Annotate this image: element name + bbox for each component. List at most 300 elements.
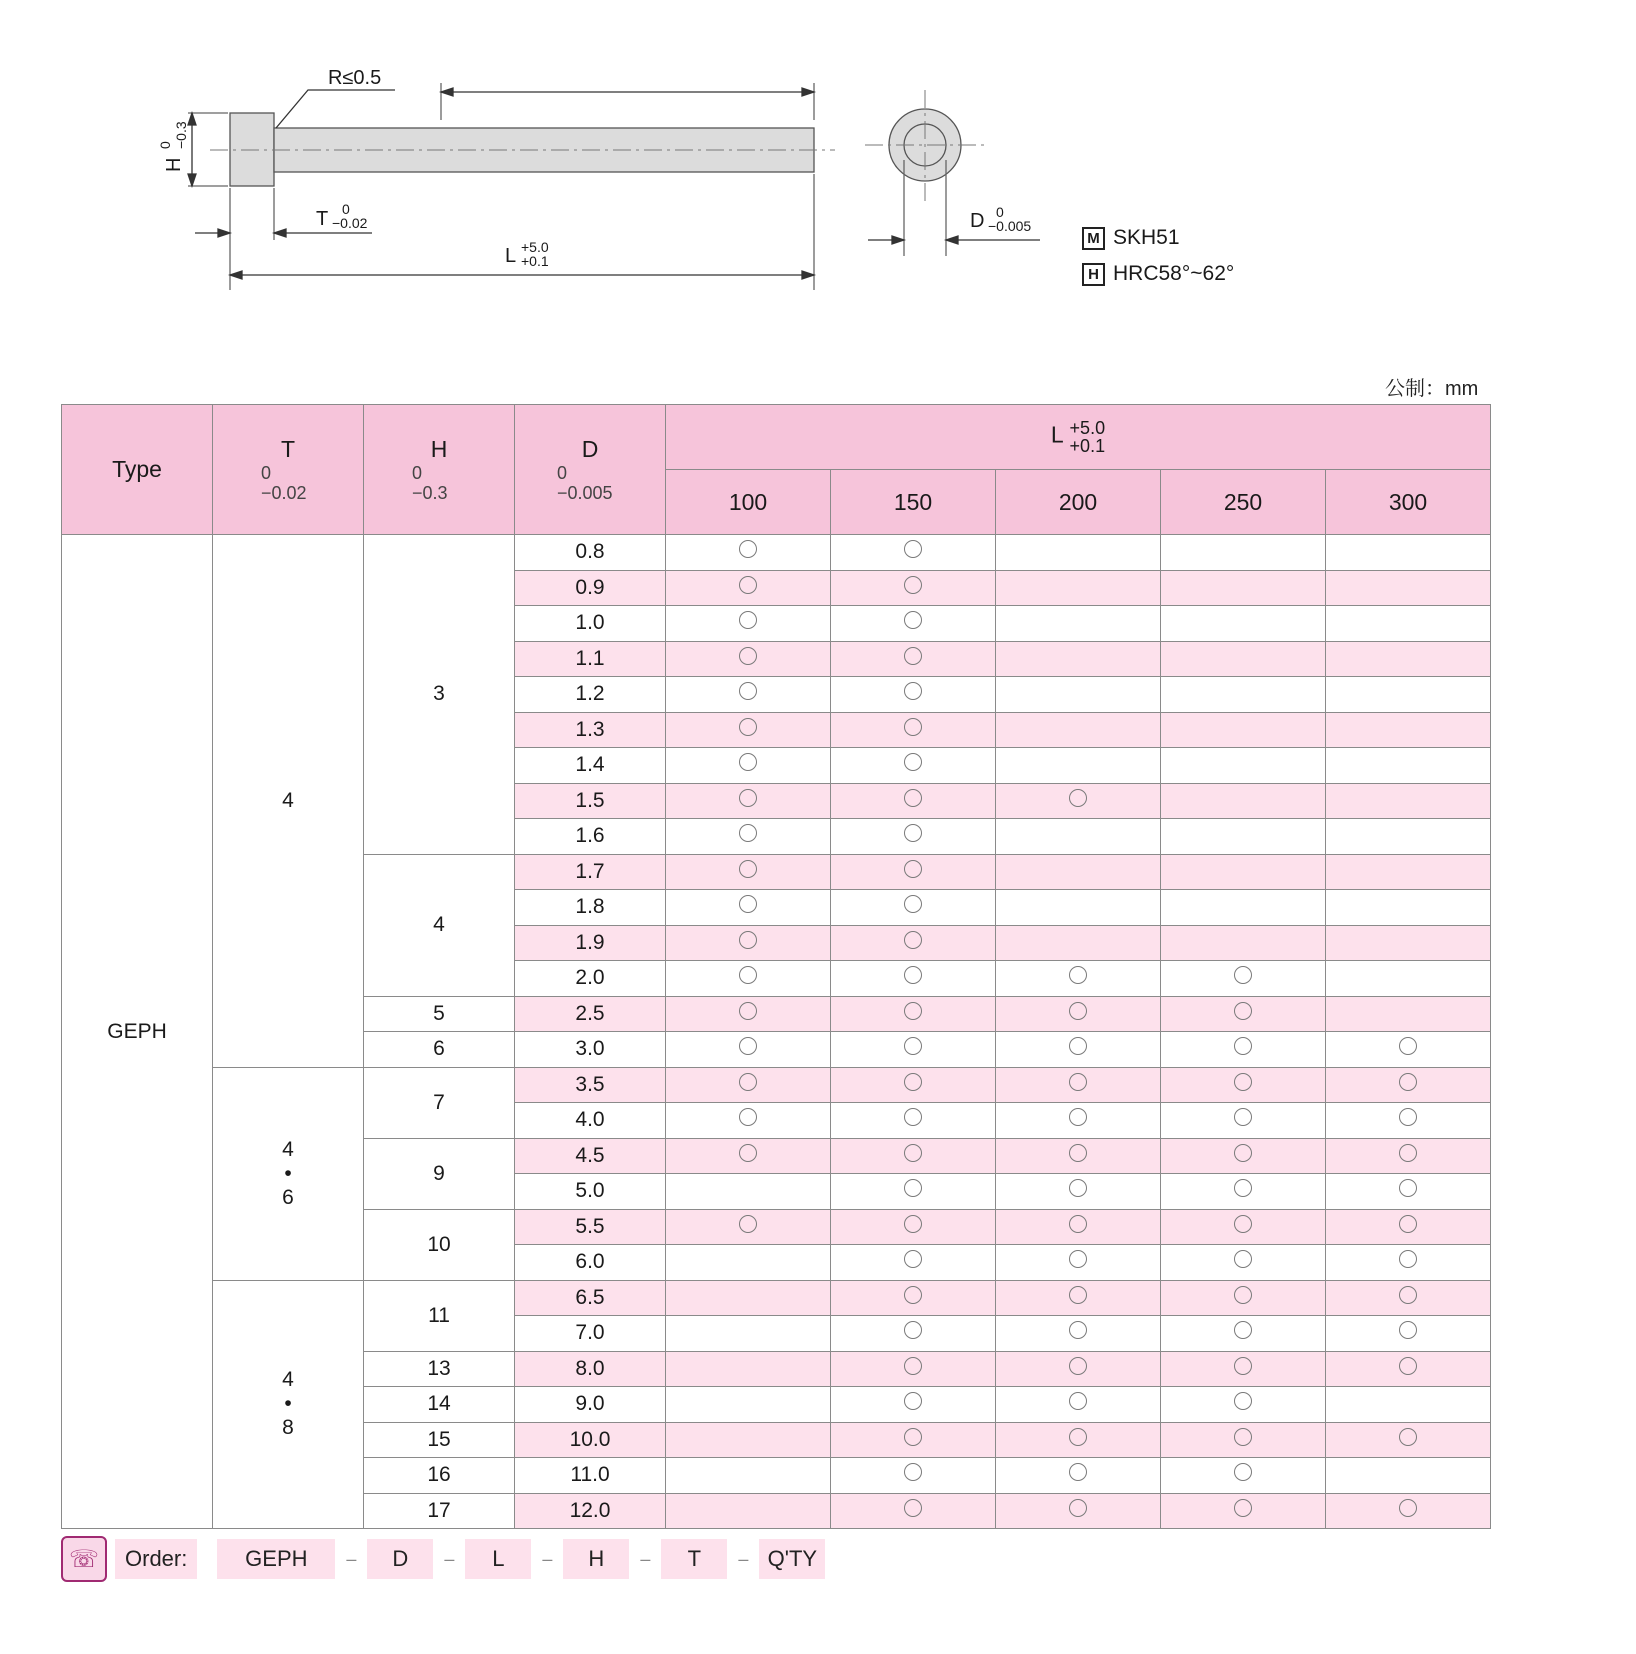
d-cell: 1.7 (515, 854, 666, 890)
h-dim-label: H (163, 157, 185, 172)
availability-cell (666, 641, 831, 677)
header-length-150: 150 (831, 470, 996, 535)
availability-cell (996, 783, 1161, 819)
d-cell: 7.0 (515, 1316, 666, 1352)
header-l-tol-upper: +5.0 (1069, 418, 1106, 438)
table-row (62, 1280, 1491, 1316)
header-h: H 0 −0.3 (364, 405, 515, 535)
header-h-tol-lower: −0.3 (412, 483, 448, 503)
availability-cell (996, 1422, 1161, 1458)
available-circle-icon (1399, 1144, 1417, 1162)
available-circle-icon (1234, 1463, 1252, 1481)
order-field: H (563, 1539, 629, 1579)
available-circle-icon (1069, 1428, 1087, 1446)
order-field: T (661, 1539, 727, 1579)
order-field: GEPH (217, 1539, 335, 1579)
availability-cell (1161, 1032, 1326, 1068)
available-circle-icon (739, 1108, 757, 1126)
availability-cell (996, 606, 1161, 642)
available-circle-icon (739, 860, 757, 878)
h-cell: 10 (364, 1209, 515, 1280)
t-cell (213, 1280, 364, 1529)
l-dim-tol-upper: +5.0 (521, 239, 549, 255)
available-circle-icon (904, 1357, 922, 1375)
availability-cell (1326, 1422, 1491, 1458)
availability-cell (1326, 1493, 1491, 1529)
availability-cell (996, 925, 1161, 961)
availability-cell (666, 1174, 831, 1210)
available-circle-icon (739, 789, 757, 807)
available-circle-icon (1069, 1392, 1087, 1410)
available-circle-icon (1399, 1108, 1417, 1126)
availability-cell (666, 712, 831, 748)
availability-cell (831, 1067, 996, 1103)
available-circle-icon (739, 1144, 757, 1162)
available-circle-icon (1399, 1215, 1417, 1233)
order-separator: – (346, 1548, 357, 1569)
header-l: L +5.0 +0.1 (666, 405, 1491, 470)
availability-cell (666, 1067, 831, 1103)
h-cell: 5 (364, 996, 515, 1032)
availability-cell (1326, 606, 1491, 642)
available-circle-icon (1399, 1250, 1417, 1268)
header-t-tol-lower: −0.02 (261, 483, 307, 503)
availability-cell (996, 1351, 1161, 1387)
d-cell: 1.2 (515, 677, 666, 713)
availability-cell (1161, 890, 1326, 926)
t-value: 4 • 6 (282, 1137, 294, 1209)
available-circle-icon (1399, 1357, 1417, 1375)
availability-cell (666, 1280, 831, 1316)
availability-cell (831, 1316, 996, 1352)
d-cell: 5.5 (515, 1209, 666, 1245)
d-cell: 3.0 (515, 1032, 666, 1068)
availability-cell (831, 570, 996, 606)
availability-cell (666, 748, 831, 784)
available-circle-icon (1069, 1108, 1087, 1126)
header-length-300: 300 (1326, 470, 1491, 535)
available-circle-icon (1069, 1463, 1087, 1481)
availability-cell (1161, 712, 1326, 748)
availability-cell (1161, 1209, 1326, 1245)
available-circle-icon (1399, 1499, 1417, 1517)
header-t: T 0 −0.02 (213, 405, 364, 535)
h-cell: 3 (364, 535, 515, 855)
order-field: L (465, 1539, 531, 1579)
available-circle-icon (1399, 1037, 1417, 1055)
availability-cell (1326, 1458, 1491, 1494)
d-cell: 4.0 (515, 1103, 666, 1139)
d-cell: 2.5 (515, 996, 666, 1032)
available-circle-icon (904, 1499, 922, 1517)
availability-cell (831, 1493, 996, 1529)
availability-cell (1326, 819, 1491, 855)
availability-cell (1161, 535, 1326, 571)
availability-cell (1161, 748, 1326, 784)
h-cell: 15 (364, 1422, 515, 1458)
availability-cell (666, 890, 831, 926)
availability-cell (666, 1351, 831, 1387)
d-cell: 1.8 (515, 890, 666, 926)
available-circle-icon (904, 1179, 922, 1197)
availability-cell (1326, 783, 1491, 819)
available-circle-icon (904, 1392, 922, 1410)
d-cell: 0.9 (515, 570, 666, 606)
material-value: SKH51 (1113, 226, 1180, 249)
availability-cell (831, 996, 996, 1032)
availability-cell (996, 1245, 1161, 1281)
availability-cell (996, 1067, 1161, 1103)
availability-cell (1161, 570, 1326, 606)
available-circle-icon (904, 966, 922, 984)
availability-cell (996, 1032, 1161, 1068)
available-circle-icon (1069, 1002, 1087, 1020)
availability-cell (996, 570, 1161, 606)
material-spec (1082, 226, 1180, 250)
available-circle-icon (739, 824, 757, 842)
availability-cell (831, 1138, 996, 1174)
available-circle-icon (1069, 1286, 1087, 1304)
availability-cell (996, 677, 1161, 713)
available-circle-icon (904, 1108, 922, 1126)
availability-cell (666, 570, 831, 606)
available-circle-icon (904, 860, 922, 878)
h-cell: 4 (364, 854, 515, 996)
available-circle-icon (739, 1037, 757, 1055)
availability-cell (666, 1493, 831, 1529)
header-length-250: 250 (1161, 470, 1326, 535)
availability-cell (1161, 1067, 1326, 1103)
availability-cell (666, 1316, 831, 1352)
d-cell: 1.0 (515, 606, 666, 642)
available-circle-icon (904, 611, 922, 629)
availability-cell (1161, 819, 1326, 855)
available-circle-icon (1069, 789, 1087, 807)
availability-cell (831, 677, 996, 713)
availability-cell (1326, 535, 1491, 571)
available-circle-icon (739, 540, 757, 558)
available-circle-icon (904, 1073, 922, 1091)
available-circle-icon (739, 966, 757, 984)
l-dim-label: L (505, 245, 517, 267)
hardness-value: HRC58°~62° (1113, 262, 1235, 285)
d-dim-tol-upper: 0 (996, 204, 1004, 220)
availability-cell (831, 712, 996, 748)
availability-cell (1161, 641, 1326, 677)
d-cell: 5.0 (515, 1174, 666, 1210)
availability-cell (1161, 1174, 1326, 1210)
phone-icon: ☏ (61, 1536, 107, 1582)
header-h-tol-upper: 0 (412, 463, 423, 483)
header-length-100: 100 (666, 470, 831, 535)
header-d: D 0 −0.005 (515, 405, 666, 535)
d-cell: 6.0 (515, 1245, 666, 1281)
availability-cell (1326, 1067, 1491, 1103)
availability-cell (996, 641, 1161, 677)
header-l-tol-lower: +0.1 (1069, 436, 1106, 456)
available-circle-icon (1234, 1108, 1252, 1126)
availability-cell (831, 1174, 996, 1210)
available-circle-icon (904, 895, 922, 913)
available-circle-icon (904, 1215, 922, 1233)
h-dim-tol-upper: 0 (157, 141, 173, 149)
t-dim-label: T (316, 208, 329, 230)
availability-cell (666, 783, 831, 819)
available-circle-icon (904, 540, 922, 558)
d-cell: 0.8 (515, 535, 666, 571)
available-circle-icon (1399, 1321, 1417, 1339)
available-circle-icon (1069, 1321, 1087, 1339)
order-field: D (367, 1539, 433, 1579)
order-separator: – (640, 1548, 651, 1569)
availability-cell (996, 712, 1161, 748)
availability-cell (666, 1209, 831, 1245)
availability-cell (1161, 925, 1326, 961)
d-cell: 1.5 (515, 783, 666, 819)
available-circle-icon (904, 576, 922, 594)
t-cell (213, 1067, 364, 1280)
availability-cell (666, 854, 831, 890)
header-length-200: 200 (996, 470, 1161, 535)
availability-cell (996, 1316, 1161, 1352)
availability-cell (996, 1209, 1161, 1245)
availability-cell (666, 1103, 831, 1139)
availability-cell (996, 1174, 1161, 1210)
available-circle-icon (1234, 966, 1252, 984)
availability-cell (831, 1387, 996, 1423)
availability-cell (1161, 1351, 1326, 1387)
h-cell: 11 (364, 1280, 515, 1351)
radius-note: R≤0.5 (328, 67, 382, 89)
availability-cell (831, 1351, 996, 1387)
availability-cell (666, 606, 831, 642)
h-cell: 9 (364, 1138, 515, 1209)
available-circle-icon (739, 931, 757, 949)
availability-cell (996, 535, 1161, 571)
hardness-icon: H (1082, 263, 1105, 286)
header-type: Type (62, 405, 213, 535)
available-circle-icon (904, 1463, 922, 1481)
availability-cell (1326, 925, 1491, 961)
available-circle-icon (739, 576, 757, 594)
d-cell: 8.0 (515, 1351, 666, 1387)
l-dim-tol-lower: +0.1 (521, 253, 549, 269)
available-circle-icon (739, 895, 757, 913)
availability-cell (996, 1458, 1161, 1494)
availability-cell (831, 890, 996, 926)
available-circle-icon (904, 753, 922, 771)
availability-cell (1161, 854, 1326, 890)
availability-cell (996, 854, 1161, 890)
available-circle-icon (1234, 1179, 1252, 1197)
availability-cell (996, 890, 1161, 926)
availability-cell (1161, 996, 1326, 1032)
availability-cell (831, 925, 996, 961)
available-circle-icon (1234, 1073, 1252, 1091)
h-cell: 13 (364, 1351, 515, 1387)
availability-cell (1161, 1493, 1326, 1529)
availability-cell (831, 961, 996, 997)
availability-cell (831, 783, 996, 819)
unit-note: 公制：mm (1385, 378, 1479, 400)
available-circle-icon (1234, 1037, 1252, 1055)
availability-cell (1161, 1138, 1326, 1174)
d-cell: 3.5 (515, 1067, 666, 1103)
available-circle-icon (904, 789, 922, 807)
available-circle-icon (1234, 1250, 1252, 1268)
available-circle-icon (1234, 1002, 1252, 1020)
h-cell: 16 (364, 1458, 515, 1494)
availability-cell (1326, 890, 1491, 926)
available-circle-icon (1069, 1037, 1087, 1055)
availability-cell (666, 677, 831, 713)
available-circle-icon (1234, 1357, 1252, 1375)
availability-cell (1326, 961, 1491, 997)
availability-cell (831, 606, 996, 642)
d-cell: 1.1 (515, 641, 666, 677)
hardness-spec (1082, 262, 1234, 286)
availability-cell (1326, 1387, 1491, 1423)
availability-cell (1161, 783, 1326, 819)
available-circle-icon (1069, 1357, 1087, 1375)
availability-cell (1161, 1245, 1326, 1281)
order-separator: – (444, 1548, 455, 1569)
availability-cell (1161, 1458, 1326, 1494)
availability-cell (666, 1245, 831, 1281)
available-circle-icon (1399, 1428, 1417, 1446)
type-cell: GEPH (62, 535, 213, 1529)
availability-cell (831, 854, 996, 890)
d-cell: 10.0 (515, 1422, 666, 1458)
availability-cell (1161, 961, 1326, 997)
order-separator: – (542, 1548, 553, 1569)
availability-cell (1161, 1422, 1326, 1458)
availability-cell (1161, 677, 1326, 713)
availability-cell (1161, 1103, 1326, 1139)
available-circle-icon (1234, 1499, 1252, 1517)
material-icon: M (1082, 227, 1105, 250)
d-cell: 6.5 (515, 1280, 666, 1316)
d-cell: 11.0 (515, 1458, 666, 1494)
availability-cell (831, 1032, 996, 1068)
availability-cell (831, 748, 996, 784)
available-circle-icon (1399, 1073, 1417, 1091)
d-cell: 4.5 (515, 1138, 666, 1174)
available-circle-icon (739, 753, 757, 771)
availability-cell (666, 535, 831, 571)
available-circle-icon (1069, 1250, 1087, 1268)
availability-cell (1326, 1351, 1491, 1387)
availability-cell (1326, 748, 1491, 784)
availability-cell (1161, 1316, 1326, 1352)
availability-cell (666, 1138, 831, 1174)
availability-cell (1326, 1103, 1491, 1139)
availability-cell (1326, 1174, 1491, 1210)
available-circle-icon (904, 1428, 922, 1446)
h-cell: 6 (364, 1032, 515, 1068)
order-bar (61, 1536, 825, 1582)
availability-cell (1326, 570, 1491, 606)
t-value: 4 • 8 (282, 1368, 294, 1440)
available-circle-icon (739, 1002, 757, 1020)
availability-cell (831, 1209, 996, 1245)
d-cell: 2.0 (515, 961, 666, 997)
available-circle-icon (1234, 1428, 1252, 1446)
availability-cell (666, 1458, 831, 1494)
d-cell: 1.6 (515, 819, 666, 855)
h-cell: 17 (364, 1493, 515, 1529)
available-circle-icon (904, 718, 922, 736)
available-circle-icon (739, 1215, 757, 1233)
spec-table (61, 404, 1491, 1529)
available-circle-icon (1234, 1215, 1252, 1233)
availability-cell (831, 1280, 996, 1316)
available-circle-icon (1234, 1144, 1252, 1162)
d-cell: 9.0 (515, 1387, 666, 1423)
availability-cell (831, 1245, 996, 1281)
available-circle-icon (1069, 1215, 1087, 1233)
availability-cell (831, 535, 996, 571)
availability-cell (831, 819, 996, 855)
availability-cell (996, 1103, 1161, 1139)
d-cell: 12.0 (515, 1493, 666, 1529)
d-cell: 1.9 (515, 925, 666, 961)
availability-cell (1326, 677, 1491, 713)
available-circle-icon (904, 1321, 922, 1339)
available-circle-icon (904, 682, 922, 700)
availability-cell (996, 1493, 1161, 1529)
table-row (62, 1067, 1491, 1103)
availability-cell (831, 641, 996, 677)
availability-cell (1326, 1316, 1491, 1352)
available-circle-icon (904, 824, 922, 842)
available-circle-icon (904, 1286, 922, 1304)
availability-cell (1326, 1245, 1491, 1281)
order-separator: – (738, 1548, 749, 1569)
availability-cell (1326, 641, 1491, 677)
availability-cell (1161, 1387, 1326, 1423)
t-dim-tol-lower: −0.02 (332, 215, 368, 231)
table-row (62, 535, 1491, 571)
header-t-tol-upper: 0 (261, 463, 272, 483)
t-value: 4 (282, 788, 294, 812)
availability-cell (666, 925, 831, 961)
availability-cell (831, 1422, 996, 1458)
available-circle-icon (1069, 1179, 1087, 1197)
d-dim-tol-lower: −0.005 (988, 218, 1032, 234)
available-circle-icon (1234, 1286, 1252, 1304)
order-field: Q'TY (759, 1539, 825, 1579)
d-cell: 1.3 (515, 712, 666, 748)
t-cell (213, 535, 364, 1068)
availability-cell (666, 961, 831, 997)
available-circle-icon (1069, 1499, 1087, 1517)
availability-cell (666, 1032, 831, 1068)
t-dim-tol-upper: 0 (342, 201, 350, 217)
availability-cell (996, 748, 1161, 784)
header-d-tol-lower: −0.005 (557, 483, 613, 503)
availability-cell (996, 819, 1161, 855)
availability-cell (666, 819, 831, 855)
availability-cell (996, 1138, 1161, 1174)
available-circle-icon (904, 1144, 922, 1162)
availability-cell (1161, 606, 1326, 642)
availability-cell (996, 1280, 1161, 1316)
availability-cell (666, 996, 831, 1032)
availability-cell (996, 961, 1161, 997)
availability-cell (1161, 1280, 1326, 1316)
d-dim-label: D (970, 210, 985, 232)
